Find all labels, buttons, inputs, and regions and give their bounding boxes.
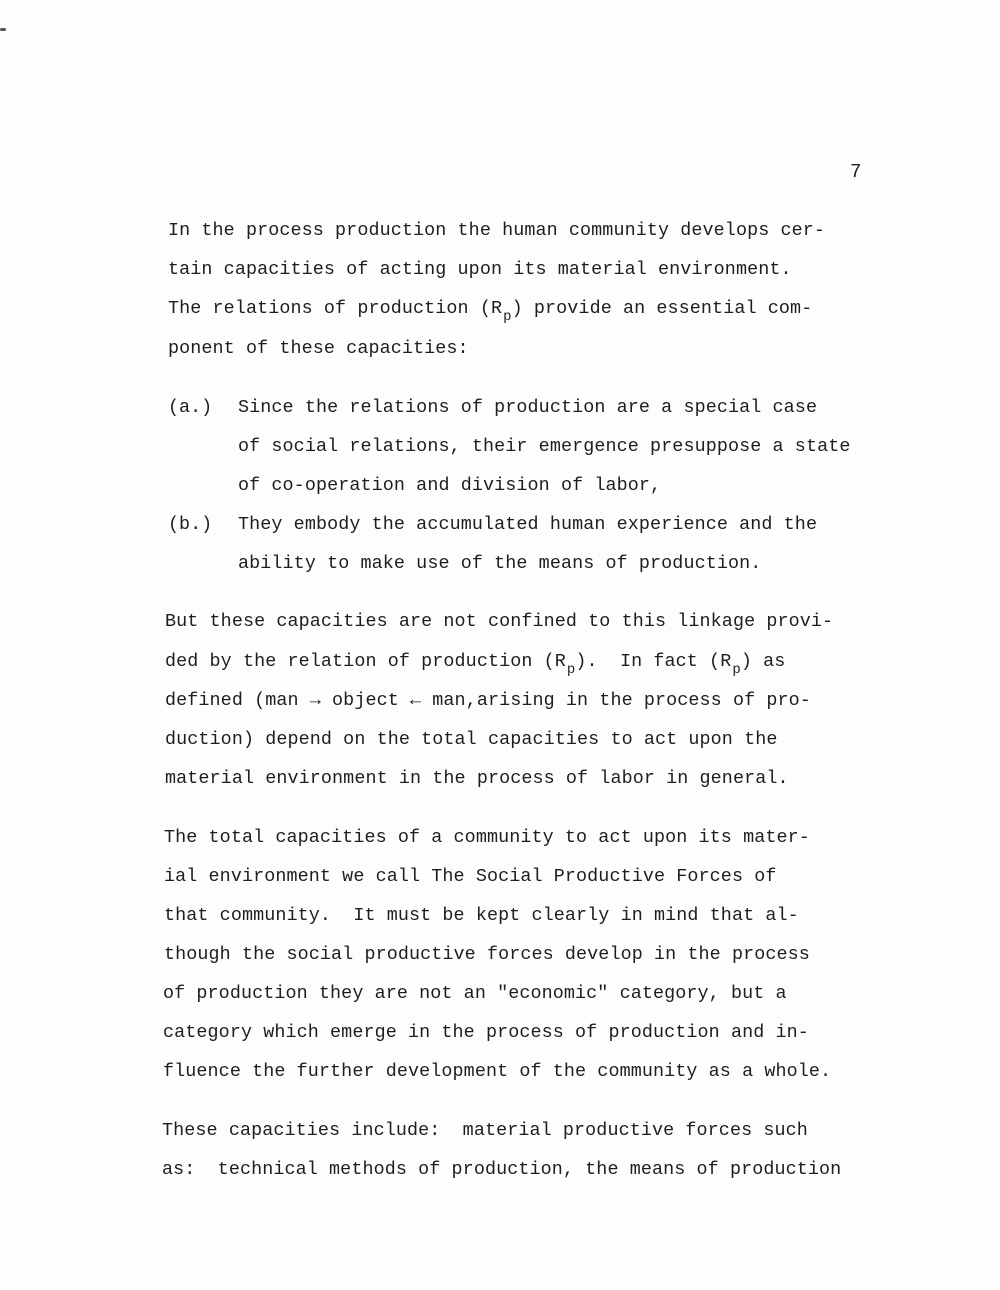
subscript: p: [566, 662, 576, 678]
paragraph-3-line-5: of production they are not an "economic" category, but a: [163, 983, 787, 1004]
list-item-b-line-2: ability to make use of the means of production.: [238, 553, 762, 574]
page-number: 7: [850, 161, 862, 183]
paragraph-1-line-4: ponent of these capacities:: [168, 338, 469, 359]
list-item-a-line-3: of co-operation and division of labor,: [238, 475, 662, 496]
text-segment: The relations of production (R: [168, 298, 503, 319]
paragraph-2-line-2: [165, 650, 786, 678]
list-item-b-line-1: They embody the accumulated human experience and the: [238, 514, 818, 535]
paragraph-2-line-4: duction) depend on the total capacities to act upon the: [165, 729, 778, 750]
paragraph-3-line-4: though the social productive forces develop in the process: [164, 944, 810, 965]
paragraph-3-line-3: that community. It must be kept clearly in mind that al-: [164, 905, 799, 926]
paragraph-3-line-1: The total capacities of a community to act upon its mater-: [164, 827, 810, 848]
paragraph-1-line-2: tain capacities of acting upon its material environment.: [168, 259, 792, 280]
scan-artifact: [0, 28, 6, 31]
paragraph-1-line-3: [168, 297, 813, 325]
paragraph-3-line-7: fluence the further development of the community as a whole.: [163, 1061, 832, 1082]
paragraph-3-line-6: category which emerge in the process of production and in-: [163, 1022, 809, 1043]
text-segment: ) provide an essential com-: [511, 298, 813, 319]
paragraph-4-line-2: as: technical methods of production, the means of production: [162, 1159, 842, 1180]
paragraph-2-line-1: But these capacities are not confined to this linkage provi-: [165, 611, 834, 632]
paragraph-4-line-1: These capacities include: material productive forces such: [162, 1120, 808, 1141]
list-item-a-line-2: of social relations, their emergence presuppose a state: [238, 436, 851, 457]
subscript: p: [503, 309, 512, 325]
text-segment: ded by the relation of production (R: [165, 651, 566, 672]
list-label-b: (b.): [168, 514, 213, 535]
paragraph-2-line-3: defined (man → object ← man,arising in the process of pro-: [165, 690, 811, 711]
paragraph-1-line-1: In the process production the human community develops cer-: [168, 220, 826, 241]
paragraph-2-line-5: material environment in the process of labor in general.: [165, 768, 789, 789]
paragraph-3-line-2: ial environment we call The Social Productive Forces of: [164, 866, 777, 887]
subscript: p: [732, 662, 741, 678]
list-label-a: (a.): [168, 397, 213, 418]
text-segment: ). In fact (R: [575, 651, 732, 672]
list-item-a-line-1: Since the relations of production are a special case: [238, 397, 818, 418]
text-segment: ) as: [740, 651, 786, 672]
